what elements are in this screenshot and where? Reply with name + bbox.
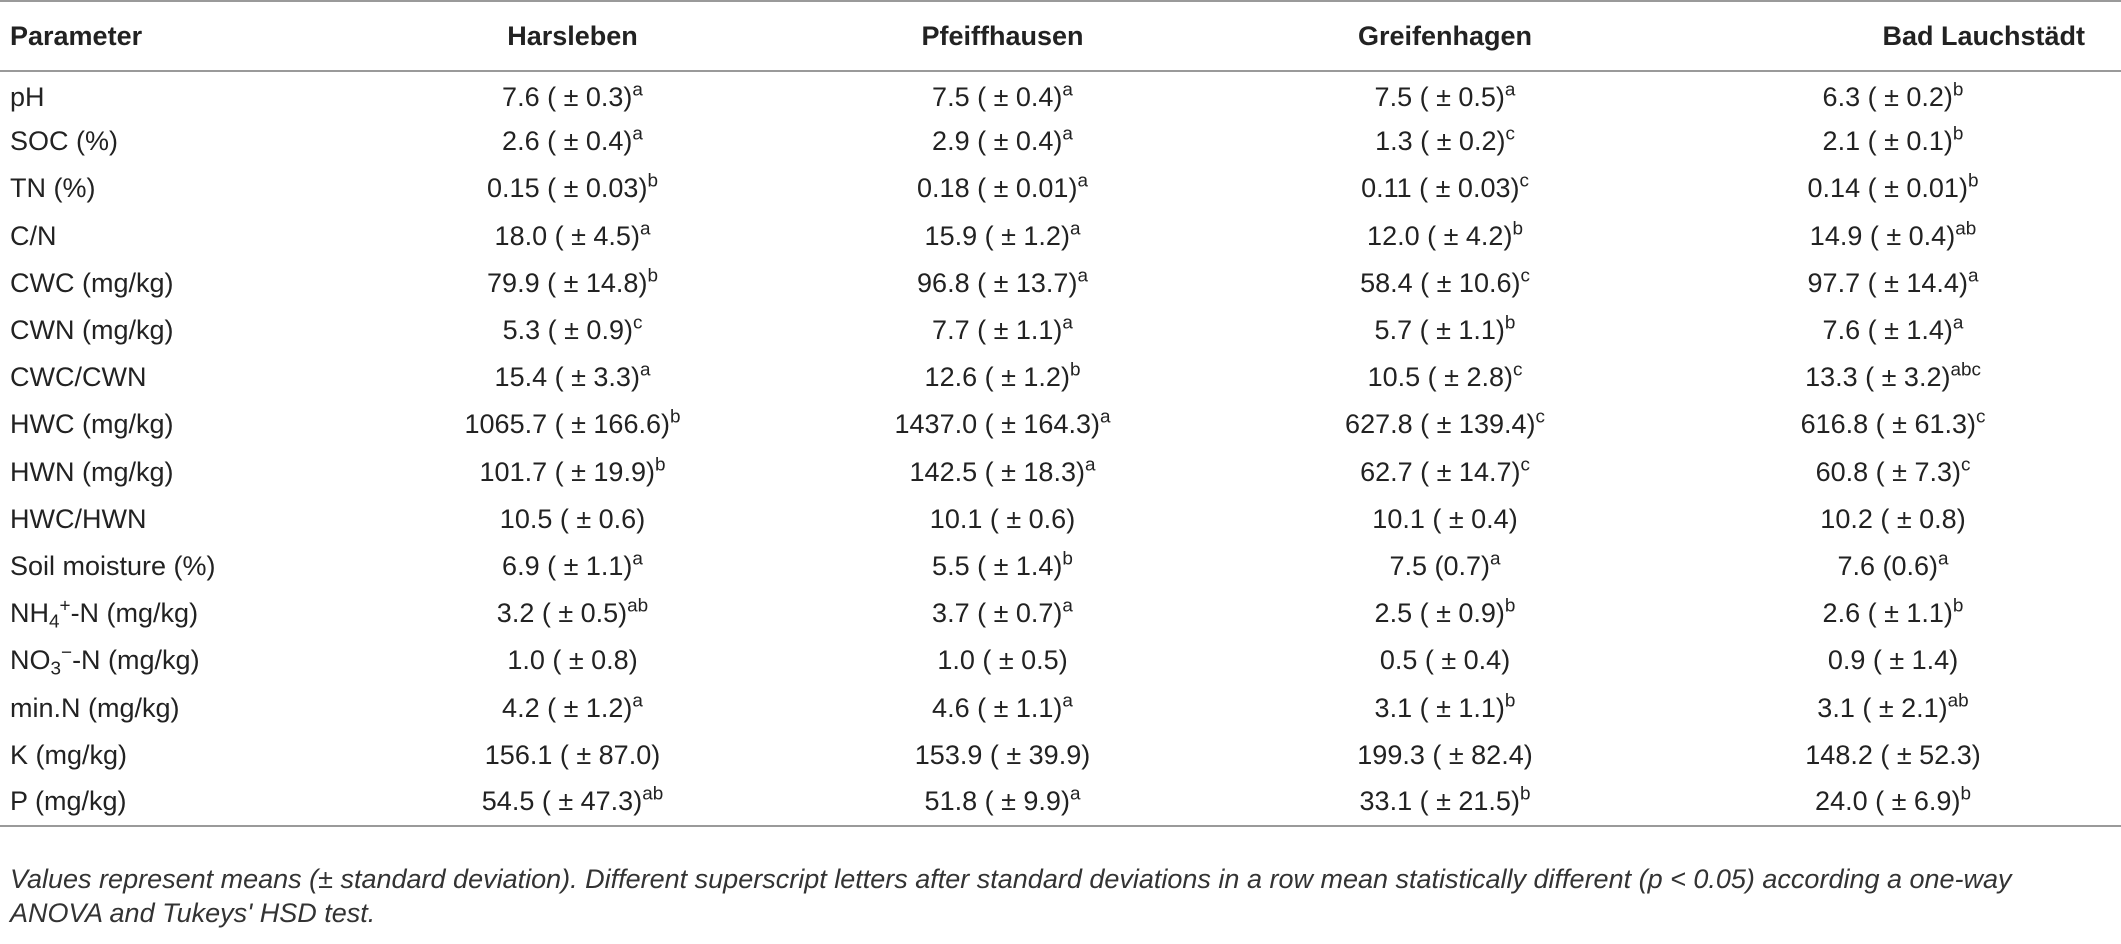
value-cell-harsleben <box>365 590 780 637</box>
significance-letter: b <box>647 265 658 287</box>
value-cell-greifenhagen <box>1225 213 1665 260</box>
mean-sd-value: 7.6 ( ± 0.3) <box>502 81 633 112</box>
value-cell-harsleben <box>365 260 780 307</box>
value-cell-content <box>1817 690 1969 724</box>
value-cell-bad-lauchstaedt <box>1665 354 2121 401</box>
significance-letter: b <box>654 454 666 476</box>
value-cell-content <box>930 504 1075 535</box>
value-cell-greifenhagen <box>1225 165 1665 212</box>
value-cell-content <box>1374 79 1516 113</box>
mean-sd-value: 13.3 ( ± 3.2) <box>1805 362 1951 393</box>
value-cell-pfeiffhausen <box>780 213 1225 260</box>
significance-letter: b <box>1062 548 1073 570</box>
value-cell-bad-lauchstaedt <box>1665 307 2121 354</box>
value-cell-content <box>507 645 637 676</box>
parameter-charge-superscript: + <box>59 595 71 617</box>
significance-letter: c <box>632 312 643 334</box>
significance-letter: c <box>1520 265 1530 287</box>
mean-sd-value: 0.5 ( ± 0.4) <box>1379 645 1511 676</box>
table-row <box>0 118 2121 165</box>
parameter-name <box>0 637 365 684</box>
mean-sd-value: 5.5 ( ± 1.4) <box>932 550 1063 581</box>
mean-sd-value: 18.0 ( ± 4.5) <box>494 220 640 251</box>
mean-sd-value: 24.0 ( ± 6.9) <box>1815 786 1961 817</box>
significance-letter: a <box>639 359 651 381</box>
value-cell-harsleben <box>365 684 780 731</box>
significance-letter: c <box>1975 407 1986 429</box>
value-cell-harsleben <box>365 213 780 260</box>
value-cell-content <box>1808 173 1979 204</box>
value-cell-greifenhagen <box>1225 307 1665 354</box>
value-cell-greifenhagen <box>1225 590 1665 637</box>
significance-letter: b <box>669 407 681 429</box>
parameter-name: SOC (%) <box>10 126 118 157</box>
column-header-bad-lauchstaedt: Bad Lauchstädt <box>1665 1 2121 71</box>
mean-sd-value: 4.6 ( ± 1.1) <box>932 692 1063 723</box>
header-row <box>0 1 2121 71</box>
significance-letter: a <box>1084 454 1096 476</box>
table-row <box>0 260 2121 307</box>
value-cell-content <box>494 218 651 252</box>
value-cell-harsleben <box>365 779 780 826</box>
mean-sd-value: 2.9 ( ± 0.4) <box>932 126 1063 157</box>
significance-letter: a <box>1490 548 1501 570</box>
value-cell-content <box>1822 79 1964 113</box>
mean-sd-value: 153.9 ( ± 39.9) <box>914 739 1091 770</box>
value-cell-greifenhagen <box>1225 260 1665 307</box>
mean-sd-value: 15.9 ( ± 1.2) <box>924 220 1070 251</box>
value-cell-greifenhagen <box>1225 779 1665 826</box>
value-cell-bad-lauchstaedt <box>1665 779 2121 826</box>
value-cell-bad-lauchstaedt <box>1665 732 2121 779</box>
parameter-subscript: 4 <box>49 611 60 633</box>
value-cell-content <box>1367 359 1523 393</box>
significance-letter: b <box>1519 784 1531 806</box>
value-cell-pfeiffhausen <box>780 449 1225 496</box>
significance-letter: c <box>1535 407 1545 429</box>
value-cell-content <box>1837 548 1949 582</box>
value-cell-pfeiffhausen <box>780 543 1225 590</box>
mean-sd-value: 199.3 ( ± 82.4) <box>1357 739 1533 770</box>
mean-sd-value: 1.0 ( ± 0.5) <box>937 645 1068 676</box>
mean-sd-value: 1.0 ( ± 0.8) <box>507 645 638 676</box>
mean-sd-value: 7.6 ( ± 1.4) <box>1822 315 1953 346</box>
mean-sd-value: 2.1 ( ± 0.1) <box>1822 126 1953 157</box>
value-cell-harsleben <box>365 401 780 448</box>
value-cell-pfeiffhausen <box>780 354 1225 401</box>
value-cell-pfeiffhausen <box>780 260 1225 307</box>
value-cell-content <box>932 312 1073 346</box>
value-cell-pfeiffhausen <box>780 496 1225 543</box>
value-cell-content <box>932 123 1073 157</box>
mean-sd-value: 7.5 (0.7) <box>1389 550 1491 581</box>
column-header-greifenhagen: Greifenhagen <box>1225 1 1665 71</box>
value-cell-content <box>1801 409 1986 440</box>
parameter-name: CWC (mg/kg) <box>10 267 174 298</box>
significance-letter: a <box>1077 265 1088 287</box>
mean-sd-value: 0.18 ( ± 0.01) <box>917 173 1078 204</box>
mean-sd-value: 33.1 ( ± 21.5) <box>1359 786 1520 817</box>
significance-letter: b <box>1504 595 1516 617</box>
value-cell-greifenhagen <box>1225 637 1665 684</box>
parameter-name: TN (%) <box>10 173 96 204</box>
value-cell-greifenhagen <box>1225 118 1665 165</box>
mean-sd-value: 58.4 ( ± 10.6) <box>1360 267 1521 298</box>
value-cell-content <box>494 359 651 393</box>
value-cell-harsleben <box>365 543 780 590</box>
table-row <box>0 213 2121 260</box>
value-cell-bad-lauchstaedt <box>1665 165 2121 212</box>
mean-sd-value: 142.5 ( ± 18.3) <box>909 456 1085 487</box>
value-cell-bad-lauchstaedt <box>1665 118 2121 165</box>
value-cell-content <box>482 786 663 817</box>
value-cell-greifenhagen <box>1225 71 1665 118</box>
significance-letter: b <box>1952 595 1964 617</box>
table-header <box>0 1 2121 71</box>
value-cell-content <box>1822 595 1964 629</box>
table-row <box>0 779 2121 826</box>
significance-letter: abc <box>1950 359 1981 381</box>
significance-letter: b <box>1960 784 1971 806</box>
table-row <box>0 543 2121 590</box>
value-cell-content <box>1357 740 1532 771</box>
mean-sd-value: 97.7 ( ± 14.4) <box>1807 267 1968 298</box>
value-cell-content <box>1805 359 1981 393</box>
value-cell-bad-lauchstaedt <box>1665 401 2121 448</box>
mean-sd-value: 2.6 ( ± 1.1) <box>1822 598 1953 629</box>
value-cell-content <box>895 409 1111 440</box>
value-cell-content <box>924 218 1081 252</box>
parameter-name-base: NO <box>10 645 51 676</box>
value-cell-bad-lauchstaedt <box>1665 71 2121 118</box>
significance-letter: a <box>632 79 643 101</box>
significance-letter: a <box>1062 690 1073 712</box>
significance-letter: b <box>1069 359 1081 381</box>
value-cell-content <box>1822 312 1964 346</box>
significance-letter: b <box>1952 123 1964 145</box>
table-row <box>0 732 2121 779</box>
significance-letter: ab <box>1947 690 1969 712</box>
significance-letter: b <box>1504 690 1516 712</box>
value-cell-pfeiffhausen <box>780 779 1225 826</box>
parameter-name: pH <box>10 81 45 112</box>
mean-sd-value: 2.5 ( ± 0.9) <box>1374 598 1505 629</box>
mean-sd-value: 1437.0 ( ± 164.3) <box>894 409 1100 440</box>
value-cell-harsleben <box>365 732 780 779</box>
value-cell-greifenhagen <box>1225 354 1665 401</box>
mean-sd-value: 6.9 ( ± 1.1) <box>502 550 633 581</box>
significance-letter: c <box>1505 123 1515 145</box>
value-cell-content <box>1815 786 1971 817</box>
value-cell-content <box>1367 218 1523 252</box>
table-row <box>0 71 2121 118</box>
value-cell-bad-lauchstaedt <box>1665 637 2121 684</box>
value-cell-content <box>909 454 1096 488</box>
significance-letter: a <box>1062 312 1073 334</box>
column-header-parameter: Parameter <box>0 1 365 71</box>
value-cell-bad-lauchstaedt <box>1665 213 2121 260</box>
value-cell-content <box>479 454 666 488</box>
significance-letter: c <box>1519 171 1529 193</box>
value-cell-content <box>1360 786 1531 817</box>
mean-sd-value: 5.3 ( ± 0.9) <box>502 315 633 346</box>
value-cell-content <box>917 265 1088 299</box>
value-cell-greifenhagen <box>1225 496 1665 543</box>
value-cell-harsleben <box>365 71 780 118</box>
value-cell-content <box>1828 645 1958 676</box>
value-cell-harsleben <box>365 354 780 401</box>
value-cell-content <box>502 690 643 724</box>
value-cell-content <box>1805 740 1980 771</box>
value-cell-harsleben <box>365 165 780 212</box>
mean-sd-value: 10.5 ( ± 2.8) <box>1367 362 1513 393</box>
mean-sd-value: 14.9 ( ± 0.4) <box>1809 220 1956 251</box>
parameter-subscript: 3 <box>50 659 62 680</box>
parameter-name-base: NH <box>10 598 49 629</box>
mean-sd-value: 7.7 ( ± 1.1) <box>932 315 1063 346</box>
table-row <box>0 449 2121 496</box>
significance-letter: a <box>1504 79 1516 101</box>
table-row <box>0 307 2121 354</box>
mean-sd-value: 15.4 ( ± 3.3) <box>494 362 640 393</box>
parameter-name: K (mg/kg) <box>10 739 128 770</box>
value-cell-bad-lauchstaedt <box>1665 684 2121 731</box>
value-cell-content <box>502 548 643 582</box>
mean-sd-value: 7.5 ( ± 0.4) <box>932 81 1063 112</box>
value-cell-content <box>1820 504 1965 535</box>
value-cell-greifenhagen <box>1225 684 1665 731</box>
mean-sd-value: 2.6 ( ± 0.4) <box>502 126 633 157</box>
mean-sd-value: 62.7 ( ± 14.7) <box>1360 456 1521 487</box>
value-cell-content <box>915 740 1090 771</box>
parameter-name: min.N (mg/kg) <box>10 692 180 723</box>
value-cell-content <box>932 79 1073 113</box>
significance-letter: a <box>1069 784 1081 806</box>
mean-sd-value: 3.1 ( ± 1.1) <box>1374 692 1505 723</box>
value-cell-content <box>1807 265 1979 299</box>
mean-sd-value: 10.1 ( ± 0.4) <box>1372 503 1518 534</box>
mean-sd-value: 60.8 ( ± 7.3) <box>1815 456 1961 487</box>
value-cell-content <box>1360 454 1530 488</box>
mean-sd-value: 156.1 ( ± 87.0) <box>484 739 661 770</box>
mean-sd-value: 7.6 (0.6) <box>1837 550 1939 581</box>
parameter-name-suffix: -N (mg/kg) <box>70 598 199 629</box>
significance-letter: b <box>1967 171 1979 193</box>
table-footnote: Values represent means (± standard deviation). Different superscript letters after standard deviations in a row mean statistically different (p < 0.05) according a one-way ANOVA and Tukeys' HSD test. <box>10 864 2012 928</box>
significance-letter: ab <box>627 595 649 617</box>
value-cell-content <box>1809 218 1977 252</box>
value-cell-pfeiffhausen <box>780 165 1225 212</box>
value-cell-content <box>485 740 660 771</box>
significance-letter: a <box>1062 79 1073 101</box>
mean-sd-value: 54.5 ( ± 47.3) <box>481 786 643 817</box>
value-cell-content <box>487 265 658 299</box>
value-cell-pfeiffhausen <box>780 118 1225 165</box>
parameter-name: CWN (mg/kg) <box>10 315 174 346</box>
significance-letter: b <box>1512 218 1523 240</box>
mean-sd-value: 79.9 ( ± 14.8) <box>487 267 648 298</box>
mean-sd-value: 10.1 ( ± 0.6) <box>929 503 1076 534</box>
value-cell-bad-lauchstaedt <box>1665 590 2121 637</box>
value-cell-content <box>500 504 645 535</box>
column-header-pfeiffhausen: Pfeiffhausen <box>780 1 1225 71</box>
mean-sd-value: 5.7 ( ± 1.1) <box>1374 315 1505 346</box>
value-cell-content <box>1360 265 1530 299</box>
parameter-name <box>0 590 365 637</box>
mean-sd-value: 0.15 ( ± 0.03) <box>487 173 648 204</box>
value-cell-content <box>1361 173 1529 204</box>
value-cell-content <box>932 595 1073 629</box>
mean-sd-value: 3.2 ( ± 0.5) <box>496 598 628 629</box>
significance-letter: ab <box>1955 218 1977 240</box>
significance-letter: a <box>632 690 643 712</box>
mean-sd-value: 0.14 ( ± 0.01) <box>1807 173 1968 204</box>
value-cell-content <box>502 123 643 157</box>
significance-letter: c <box>1960 454 1971 476</box>
value-cell-content <box>1374 690 1516 724</box>
significance-letter: a <box>1952 312 1964 334</box>
significance-letter: a <box>1077 171 1088 193</box>
mean-sd-value: 4.2 ( ± 1.2) <box>502 692 633 723</box>
value-cell-greifenhagen <box>1225 449 1665 496</box>
value-cell-content <box>925 786 1081 817</box>
table-body <box>0 71 2121 826</box>
table-row <box>0 684 2121 731</box>
column-header-harsleben: Harsleben <box>365 1 780 71</box>
value-cell-content <box>1372 504 1517 535</box>
value-cell-content <box>1345 409 1545 440</box>
significance-letter: a <box>632 123 643 145</box>
value-cell-pfeiffhausen <box>780 401 1225 448</box>
parameter-name: CWC/CWN <box>10 362 147 393</box>
significance-letter: a <box>1938 548 1949 570</box>
mean-sd-value: 148.2 ( ± 52.3) <box>1805 739 1981 770</box>
significance-letter: a <box>639 218 651 240</box>
mean-sd-value: 6.3 ( ± 0.2) <box>1822 81 1953 112</box>
mean-sd-value: 101.7 ( ± 19.9) <box>479 456 655 487</box>
value-cell-content <box>502 312 643 346</box>
value-cell-content <box>1389 548 1501 582</box>
mean-sd-value: 1065.7 ( ± 166.6) <box>464 409 670 440</box>
mean-sd-value: 12.0 ( ± 4.2) <box>1367 220 1513 251</box>
value-cell-content <box>932 548 1073 582</box>
table-row <box>0 637 2121 684</box>
significance-letter: b <box>1952 79 1964 101</box>
value-cell-greifenhagen <box>1225 732 1665 779</box>
value-cell-content <box>465 409 681 440</box>
parameter-name: C/N <box>10 220 57 251</box>
value-cell-content <box>937 645 1067 676</box>
mean-sd-value: 1.3 ( ± 0.2) <box>1375 126 1506 157</box>
table-row <box>0 354 2121 401</box>
value-cell-pfeiffhausen <box>780 684 1225 731</box>
significance-letter: a <box>1099 407 1111 429</box>
value-cell-pfeiffhausen <box>780 590 1225 637</box>
value-cell-bad-lauchstaedt <box>1665 449 2121 496</box>
significance-letter: a <box>1069 218 1081 240</box>
mean-sd-value: 616.8 ( ± 61.3) <box>1800 409 1976 440</box>
parameter-name-suffix: -N (mg/kg) <box>72 645 200 676</box>
significance-letter: b <box>647 171 658 193</box>
parameter-name: HWC (mg/kg) <box>10 409 174 440</box>
value-cell-harsleben <box>365 118 780 165</box>
value-cell-content <box>1375 123 1515 157</box>
value-cell-content <box>496 595 649 629</box>
mean-sd-value: 12.6 ( ± 1.2) <box>924 362 1070 393</box>
value-cell-harsleben <box>365 449 780 496</box>
value-cell-greifenhagen <box>1225 401 1665 448</box>
value-cell-pfeiffhausen <box>780 71 1225 118</box>
value-cell-greifenhagen <box>1225 543 1665 590</box>
value-cell-harsleben <box>365 637 780 684</box>
parameter-name: HWN (mg/kg) <box>10 456 174 487</box>
value-cell-pfeiffhausen <box>780 307 1225 354</box>
mean-sd-value: 7.5 ( ± 0.5) <box>1374 81 1505 112</box>
significance-letter: a <box>1062 595 1073 617</box>
value-cell-content <box>924 359 1081 393</box>
mean-sd-value: 10.2 ( ± 0.8) <box>1820 503 1966 534</box>
value-cell-bad-lauchstaedt <box>1665 260 2121 307</box>
table-row <box>0 496 2121 543</box>
mean-sd-value: 3.1 ( ± 2.1) <box>1817 692 1948 723</box>
value-cell-bad-lauchstaedt <box>1665 496 2121 543</box>
value-cell-content <box>1380 645 1510 676</box>
parameter-name: P (mg/kg) <box>0 779 365 826</box>
value-cell-content <box>487 173 658 204</box>
table-row <box>0 165 2121 212</box>
parameter-charge-superscript: − <box>61 642 73 664</box>
mean-sd-value: 627.8 ( ± 139.4) <box>1345 409 1536 440</box>
value-cell-content <box>932 690 1073 724</box>
mean-sd-value: 10.5 ( ± 0.6) <box>499 503 646 534</box>
mean-sd-value: 3.7 ( ± 0.7) <box>932 598 1063 629</box>
significance-letter: c <box>1520 454 1530 476</box>
value-cell-bad-lauchstaedt <box>1665 543 2121 590</box>
parameter-name: Soil moisture (%) <box>10 550 216 581</box>
significance-letter: ab <box>642 784 664 806</box>
mean-sd-value: 0.11 ( ± 0.03) <box>1361 173 1520 204</box>
table-row <box>0 401 2121 448</box>
value-cell-content <box>917 173 1088 204</box>
significance-letter: a <box>1062 123 1073 145</box>
significance-letter: b <box>1504 312 1516 334</box>
value-cell-content <box>1815 454 1971 488</box>
mean-sd-value: 96.8 ( ± 13.7) <box>917 267 1078 298</box>
value-cell-pfeiffhausen <box>780 732 1225 779</box>
significance-letter: a <box>1967 265 1979 287</box>
table-row <box>0 590 2121 637</box>
value-cell-harsleben <box>365 496 780 543</box>
value-cell-harsleben <box>365 307 780 354</box>
value-cell-content <box>502 79 643 113</box>
significance-letter: c <box>1512 359 1523 381</box>
mean-sd-value: 51.8 ( ± 9.9) <box>924 786 1070 817</box>
value-cell-content <box>1374 312 1516 346</box>
value-cell-content <box>1822 123 1964 157</box>
value-cell-content <box>1374 595 1516 629</box>
significance-letter: a <box>632 548 643 570</box>
parameter-name: HWC/HWN <box>10 503 147 534</box>
mean-sd-value: 0.9 ( ± 1.4) <box>1827 645 1959 676</box>
value-cell-pfeiffhausen <box>780 637 1225 684</box>
